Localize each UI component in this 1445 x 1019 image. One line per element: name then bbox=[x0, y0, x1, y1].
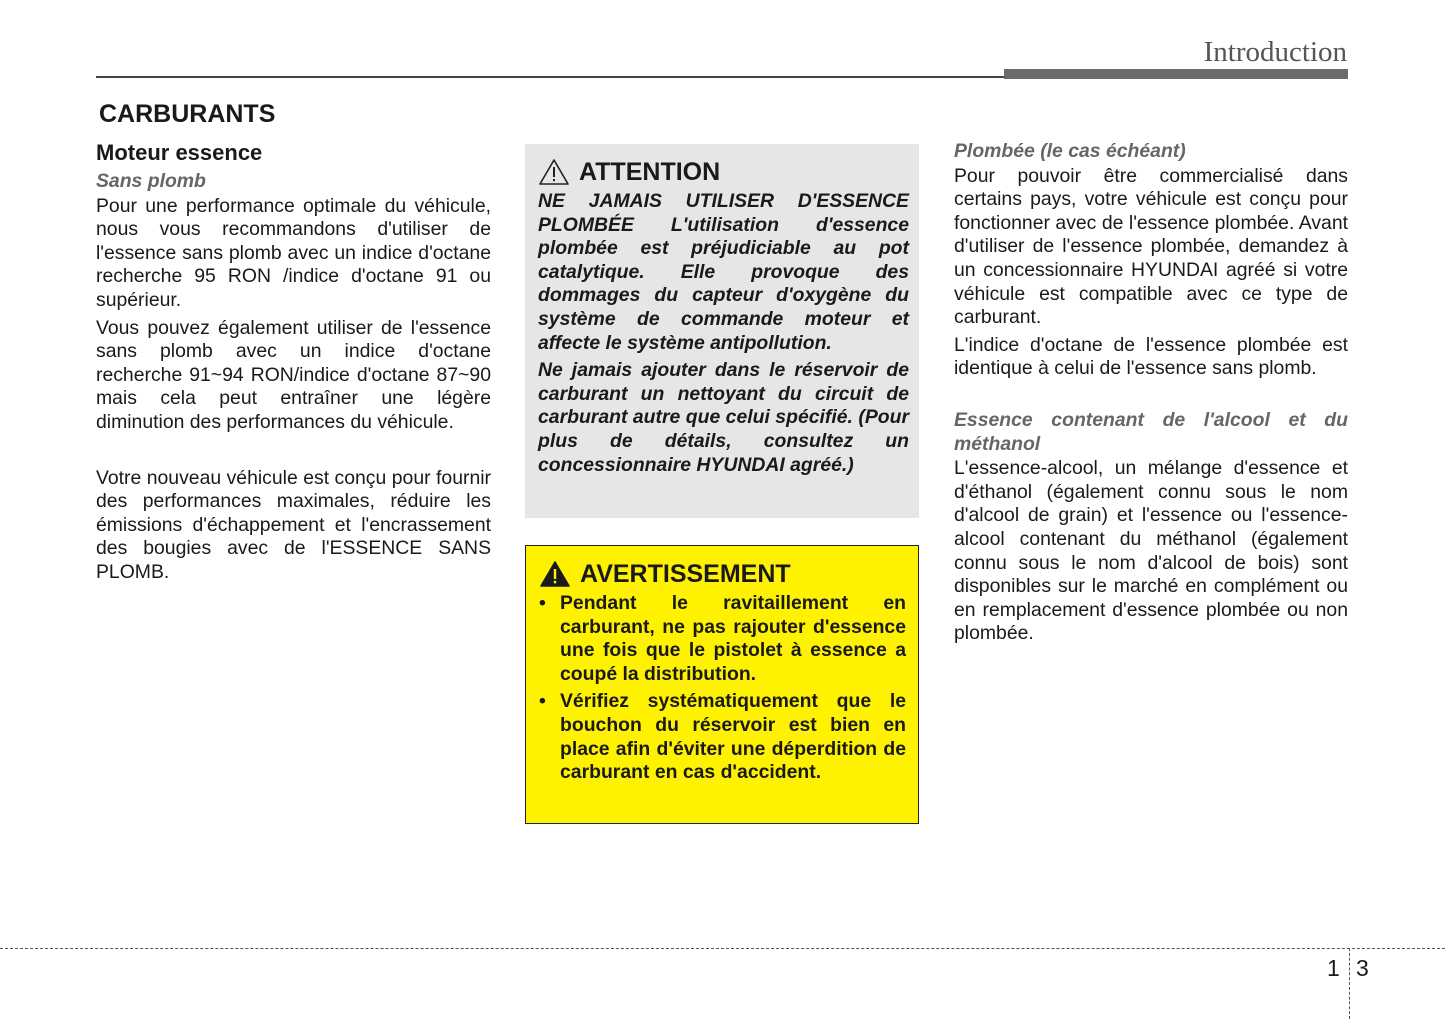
attention-paragraph-2: Ne jamais ajouter dans le réservoir de carburant un nettoyant du circuit de carburant autre que celui spécifié. (Pour plus de détails, consultez un concessionnaire HYUNDAI agréé.) bbox=[538, 359, 909, 476]
attention-title-row bbox=[538, 156, 909, 188]
warning-list bbox=[539, 592, 906, 785]
warning-title: AVERTISSEMENT bbox=[580, 559, 791, 588]
header-rule-bar bbox=[1004, 69, 1348, 79]
footer-dashed-rule bbox=[0, 948, 1445, 949]
page-header-title: Introduction bbox=[1203, 36, 1347, 68]
col1-subheading: Sans plomb bbox=[96, 170, 206, 192]
section-title: CARBURANTS bbox=[99, 100, 276, 128]
bullet: • bbox=[539, 690, 546, 713]
warning-list-item bbox=[539, 690, 906, 784]
attention-paragraph-1: NE JAMAIS UTILISER D'ESSENCE PLOMBÉE L'utilisation d'essence plombée est préjudiciable au pot catalytique. Elle provoque des dommages du capteur d'oxygène du système de commande moteur et affecte le système antipollution. bbox=[538, 190, 909, 354]
col3-paragraph-2: L'indice d'octane de l'essence plombée est identique à celui de l'essence sans plomb. bbox=[954, 333, 1348, 380]
column-left bbox=[96, 140, 491, 585]
warning-triangle-outline-icon bbox=[538, 158, 570, 186]
col1-paragraph-2: Vous pouvez également utiliser de l'essence sans plomb avec un indice d'octane recherche 91~94 RON/indice d'octane 87~90 mais cela peut entraîner une légère diminution des performances du véhicule. bbox=[96, 316, 491, 433]
warning-item-text: Pendant le ravitaillement en carburant, ne pas rajouter d'essence une fois que le pistolet à essence a coupé la distribution. bbox=[560, 592, 906, 685]
warning-triangle-filled-icon bbox=[539, 560, 571, 588]
col3-subheading-2: Essence contenant de l'alcool et du méthanol bbox=[954, 408, 1348, 455]
col1-paragraph-3: Votre nouveau véhicule est conçu pour fournir des performances maximales, réduire les émissions d'échappement et l'encrassement des bougies avec de l'ESSENCE SANS PLOMB. bbox=[96, 466, 491, 583]
col1-paragraph-1: Pour une performance optimale du véhicule, nous vous recommandons d'utiliser de l'essence sans plomb avec un indice d'octane recherche 95 RON /indice d'octane 91 ou supérieur. bbox=[96, 194, 491, 311]
col3-paragraph-3: L'essence-alcool, un mélange d'essence et d'éthanol (également connu sous le nom d'alcool de grain) et l'essence ou l'essence-alcool contenant du méthanol (également connu sous le nom d'alcool de bois) sont disponibles sur le marché en complément ou en remplacement d'essence plombée ou non plombée. bbox=[954, 457, 1348, 645]
header-rule bbox=[96, 76, 1004, 78]
col3-paragraph-1: Pour pouvoir être commercialisé dans certains pays, votre véhicule est conçu pour fonctionner avec de l'essence plombée. Avant d'utiliser de l'essence plombée, demandez à un concessionnaire HYUNDAI agréé si votre véhicule est compatible avec ce type de carburant. bbox=[954, 164, 1348, 329]
attention-title: ATTENTION bbox=[579, 157, 721, 186]
col3-subheading-1: Plombée (le cas échéant) bbox=[954, 140, 1186, 162]
warning-list-item bbox=[539, 592, 906, 686]
footer-dashed-divider bbox=[1349, 948, 1350, 1019]
bullet: • bbox=[539, 592, 546, 614]
column-right bbox=[954, 140, 1348, 646]
col1-heading: Moteur essence bbox=[96, 140, 263, 165]
attention-box bbox=[525, 144, 919, 518]
page-chapter-number: 1 bbox=[1327, 955, 1340, 981]
page-number: 3 bbox=[1356, 955, 1369, 981]
warning-item-text: Vérifiez systématiquement que le bouchon du réservoir est bien en place afin d'éviter une déperdition de carburant en cas d'accident. bbox=[560, 690, 906, 784]
warning-box bbox=[525, 545, 919, 824]
warning-title-row bbox=[539, 558, 906, 590]
